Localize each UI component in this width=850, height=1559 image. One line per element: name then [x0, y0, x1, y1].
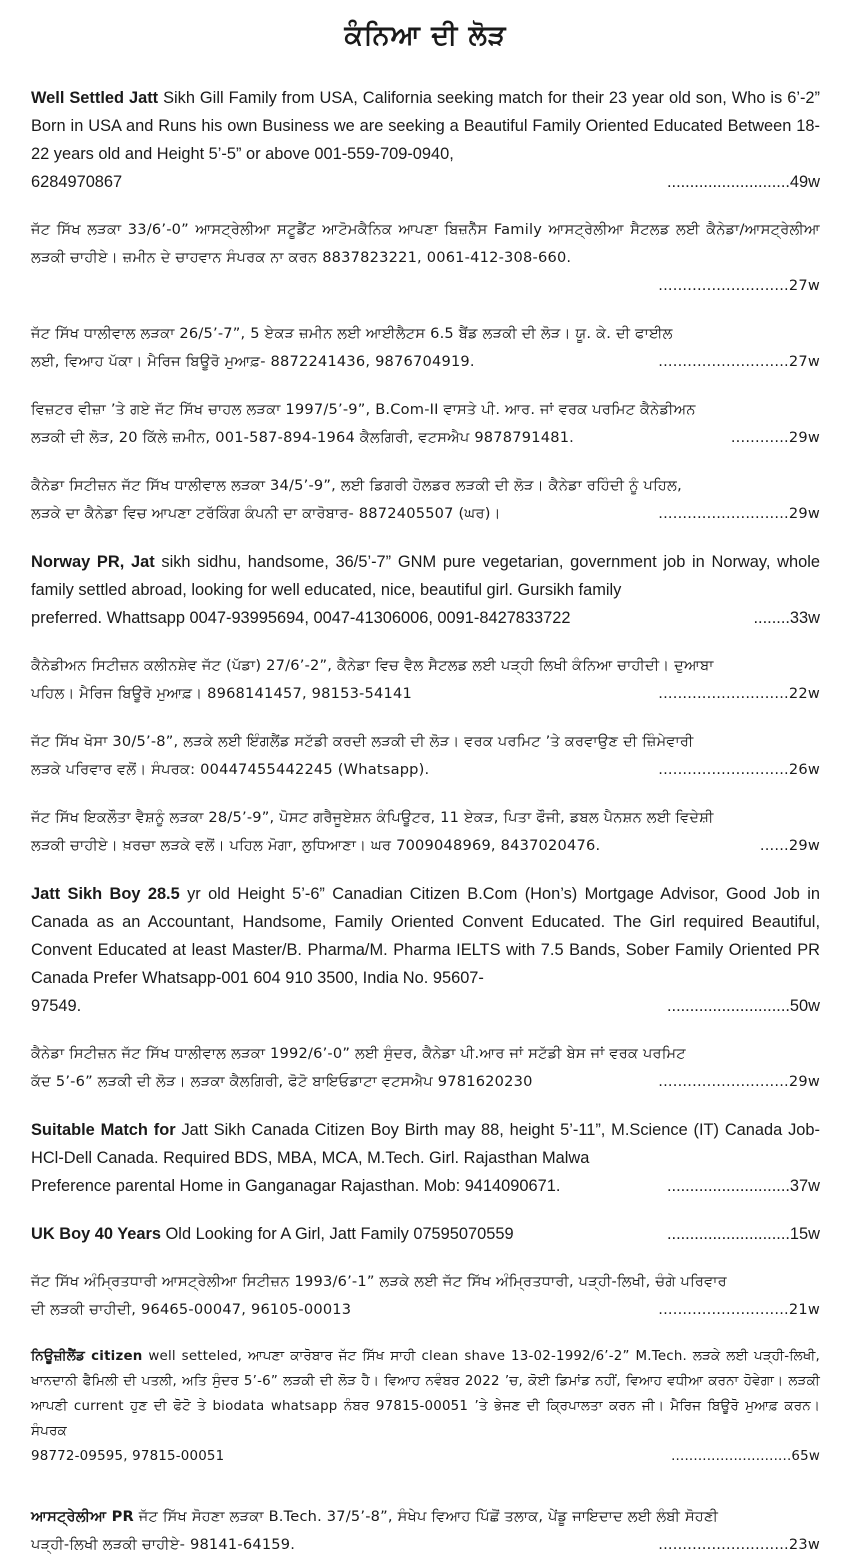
ad-text: yr old Height 5’-6” Canadian Citizen B.Com (Hon’s) Mortgage Advisor, Good Job in Canada as an Accountant, Handsome, Family Oriented Convent Educated. The Girl required Beautiful, Convent Educated at least Master/B. Pharma/M. Pharma IELTS with 7.5 Bands, Sober Family Oriented PR Canada Prefer Whatsapp-001 604 910 3500, India No. 95607- — [31, 885, 820, 987]
ad-entry — [31, 1220, 820, 1248]
ad-word-count: ...........................49w — [666, 173, 820, 191]
ad-entry — [31, 652, 820, 708]
ad-lead: ਨਿਊਜ਼ੀਲੈਂਡ citizen — [31, 1349, 143, 1364]
ad-lead: UK Boy 40 Years — [31, 1225, 161, 1243]
ad-entry — [31, 548, 820, 632]
ad-entry — [31, 320, 820, 376]
ad-lead: Well Settled Jatt — [31, 89, 159, 107]
ad-entry — [31, 804, 820, 860]
ad-last-line: Preference parental Home in Ganganagar Rajasthan. Mob: 9414090671. — [31, 1177, 561, 1195]
ad-lead: ਆਸਟ੍ਰੇਲੀਆ PR — [31, 1508, 134, 1525]
ad-last-line: Old Looking for A Girl, Jatt Family 07595070559 — [161, 1225, 514, 1243]
ad-text: ਜੱਟ ਸਿੱਖ ਧਾਲੀਵਾਲ ਲੜਕਾ 26/5’-7”, 5 ਏਕੜ ਜ਼ਮੀਨ ਲਈ ਆਈਲੈਟਸ 6.5 ਬੈਂਡ ਲੜਕੀ ਦੀ ਲੋੜ। ਯੂ. ਕੇ. ਦੀ ਫਾਈਲ — [31, 325, 673, 342]
ad-text: ਜੱਟ ਸਿੱਖ ਲੜਕਾ 33/6’-0” ਆਸਟ੍ਰੇਲੀਆ ਸਟੂਡੈਂਟ ਆਟੋਮਕੈਨਿਕ ਆਪਣਾ ਬਿਜ਼ਨੈੱਸ Family ਆਸਟ੍ਰੇਲੀਆ ਸੈਟਲਡ ਲਈ ਕੈਨੇਡਾ/ਆਸਟ੍ਰੇਲੀਆ ਲੜਕੀ ਚਾਹੀਏ। ਜ਼ਮੀਨ ਦੇ ਚਾਹਵਾਨ ਸੰਪਰਕ ਨਾ ਕਰਨ 8837823221, 0061-412-308-660. — [31, 221, 820, 266]
ad-text: ਜੱਟ ਸਿੱਖ ਅੰਮ੍ਰਿਤਧਾਰੀ ਆਸਟ੍ਰੇਲੀਆ ਸਿਟੀਜ਼ਨ 1993/6’-1” ਲੜਕੇ ਲਈ ਜੱਟ ਸਿੱਖ ਅੰਮ੍ਰਿਤਧਾਰੀ, ਪੜ੍ਹੀ-ਲਿਖੀ, ਚੰਗੇ ਪਰਿਵਾਰ — [31, 1273, 727, 1290]
ad-last-line: ਲੜਕੇ ਦਾ ਕੈਨੇਡਾ ਵਿਚ ਆਪਣਾ ਟਰੱਕਿੰਗ ਕੰਪਨੀ ਦਾ ਕਾਰੋਬਾਰ- 8872405507 (ਘਰ)। — [31, 505, 501, 522]
ad-word-count: ...........................21w — [658, 1301, 820, 1318]
page-title: ਕੰਨਿਆ ਦੀ ਲੋੜ — [344, 20, 507, 51]
ad-text: Jatt Sikh Canada Citizen Boy Birth may 88, height 5’-11”, M.Science (IT) Canada Job-HCl-Dell Canada. Required BDS, MBA, MCA, M.Tech. Girl. Rajasthan Malwa — [31, 1121, 820, 1167]
ad-last-line: 97549. — [31, 997, 82, 1015]
ad-word-count: ........33w — [753, 609, 820, 627]
ad-entry — [31, 1116, 820, 1200]
ad-text: well setteled, ਆਪਣਾ ਕਾਰੋਬਾਰ ਜੱਟ ਸਿੱਖ ਸਾਹੀ clean shave 13-02-1992/6’-2” M.Tech. ਲੜਕੇ ਲਈ ਪੜ੍ਹੀ-ਲਿਖੀ, ਖਾਨਦਾਨੀ ਫੈਮਿਲੀ ਦੀ ਪਤਲੀ, ਅਤਿ ਸੁੰਦਰ 5’-6” ਲੜਕੀ ਦੀ ਲੋੜ ਹੈ। ਵਿਆਹ ਨਵੰਬਰ 2022 ’ਚ, ਕੋਈ ਡਿਮਾਂਡ ਨਹੀਂ, ਵਿਆਹ ਵਧੀਆ ਕਰਨਾ ਹੋਵੇਗਾ। ਲੜਕੀ ਆਪਣੀ current ਹੁਣ ਦੀ ਫੋਟੋ ਤੇ biodata whatsapp ਨੰਬਰ 97815-00051 ’ਤੇ ਭੇਜਣ ਦੀ ਕ੍ਰਿਪਾਲਤਾ ਕਰਨ ਜੀ। ਮੈਰਿਜ ਬਿਊਰੋ ਮੁਆਫ਼ ਕਰਨ। ਸੰਪਰਕ — [31, 1349, 820, 1439]
ad-text: ਵਿਜ਼ਟਰ ਵੀਜ਼ਾ ’ਤੇ ਗਏ ਜੱਟ ਸਿੱਖ ਚਾਹਲ ਲੜਕਾ 1997/5’-9”, B.Com-II ਵਾਸਤੇ ਪੀ. ਆਰ. ਜਾਂ ਵਰਕ ਪਰਮਿਟ ਕੈਨੇਡੀਅਨ — [31, 401, 696, 418]
ad-last-line: 6284970867 — [31, 173, 123, 191]
ad-word-count: ...........................29w — [658, 505, 820, 522]
ad-entry — [31, 1344, 820, 1469]
ad-last-line: ਦੀ ਲੜਕੀ ਚਾਹੀਦੀ, 96465-00047, 96105-00013 — [31, 1301, 352, 1318]
ad-word-count: ...........................27w — [658, 277, 820, 294]
ad-word-count: ...........................26w — [658, 761, 820, 778]
ad-word-count: ...........................22w — [658, 685, 820, 702]
ad-last-line: ਲੜਕੀ ਦੀ ਲੋੜ, 20 ਕਿੱਲੇ ਜ਼ਮੀਨ, 001-587-894-1964 ਕੈਲਗਿਰੀ, ਵਟਸਐਪ 9878791481. — [31, 429, 575, 446]
ad-entry — [31, 880, 820, 1020]
ad-last-line: 98772-09595, 97815-00051 — [31, 1449, 225, 1464]
ad-word-count: ...........................65w — [671, 1449, 820, 1464]
ad-entry — [31, 1040, 820, 1096]
ad-entry — [31, 396, 820, 452]
ad-entry — [31, 216, 820, 300]
ad-lead: Jatt Sikh Boy 28.5 — [31, 885, 180, 903]
ad-text: ਜੱਟ ਸਿੱਖ ਖੋਸਾ 30/5’-8”, ਲੜਕੇ ਲਈ ਇੰਗਲੈਂਡ ਸਟੱਡੀ ਕਰਦੀ ਲੜਕੀ ਦੀ ਲੋੜ। ਵਰਕ ਪਰਮਿਟ ’ਤੇ ਕਰਵਾਉਣ ਦੀ ਜ਼ਿੰਮੇਵਾਰੀ — [31, 733, 694, 750]
ad-entry — [31, 1268, 820, 1324]
ad-text: ਕੈਨੇਡਾ ਸਿਟੀਜ਼ਨ ਜੱਟ ਸਿੱਖ ਧਾਲੀਵਾਲ ਲੜਕਾ 1992/6’-0” ਲਈ ਸੁੰਦਰ, ਕੈਨੇਡਾ ਪੀ.ਆਰ ਜਾਂ ਸਟੱਡੀ ਬੇਸ ਜਾਂ ਵਰਕ ਪਰਮਿਟ — [31, 1045, 686, 1062]
ad-entry — [31, 728, 820, 784]
ad-lead: Norway PR, Jat — [31, 553, 155, 571]
ad-word-count: ...........................27w — [658, 353, 820, 370]
ad-word-count: ...........................37w — [666, 1177, 820, 1195]
ad-text: ਕੈਨੇਡੀਅਨ ਸਿਟੀਜ਼ਨ ਕਲੀਨਸ਼ੇਵ ਜੱਟ (ਪੱਡਾ) 27/6’-2”, ਕੈਨੇਡਾ ਵਿਚ ਵੈਲ ਸੈਟਲਡ ਲਈ ਪੜ੍ਹੀ ਲਿਖੀ ਕੰਨਿਆ ਚਾਹੀਦੀ। ਦੁਆਬਾ — [31, 657, 714, 674]
ad-lead: Suitable Match for — [31, 1121, 176, 1139]
ad-word-count: ............29w — [730, 429, 820, 446]
ad-entry — [31, 472, 820, 528]
ad-entry — [31, 84, 820, 196]
ad-last-line: ਕੱਦ 5’-6” ਲੜਕੀ ਦੀ ਲੋੜ। ਲੜਕਾ ਕੈਲਗਿਰੀ, ਫੋਟੋ ਬਾਇਓਡਾਟਾ ਵਟਸਐਪ 9781620230 — [31, 1073, 533, 1090]
ad-last-line: ਲੜਕੀ ਚਾਹੀਏ। ਖ਼ਰਚਾ ਲੜਕੇ ਵਲੋਂ। ਪਹਿਲ ਮੋਗਾ, ਲੁਧਿਆਣਾ। ਘਰ 7009048969, 8437020476. — [31, 837, 601, 854]
ad-text: ਜੱਟ ਸਿੱਖ ਸੋਹਣਾ ਲੜਕਾ B.Tech. 37/5’-8”, ਸੰਖੇਪ ਵਿਆਹ ਪਿੱਛੋਂ ਤਲਾਕ, ਪੇਂਡੂ ਜਾਇਦਾਦ ਲਈ ਲੰਬੀ ਸੋਹਣੀ — [133, 1508, 719, 1525]
ad-last-line: preferred. Whattsapp 0047-93995694, 0047-41306006, 0091-8427833722 — [31, 609, 571, 627]
ad-last-line: ਲਈ, ਵਿਆਹ ਪੱਕਾ। ਮੈਰਿਜ ਬਿਊਰੋ ਮੁਆਫ਼- 8872241436, 9876704919. — [31, 353, 475, 370]
ad-text: sikh sidhu, handsome, 36/5’-7” GNM pure vegetarian, government job in Norway, whole family settled abroad, looking for well educated, nice, beautiful girl. Gursikh family — [31, 553, 820, 599]
ad-word-count: ......29w — [759, 837, 820, 854]
ad-word-count: ...........................29w — [658, 1073, 820, 1090]
ad-last-line: ਲੜਕੇ ਪਰਿਵਾਰ ਵਲੋਂ। ਸੰਪਰਕ: 00447455442245 (Whatsapp). — [31, 761, 430, 778]
ad-text: Sikh Gill Family from USA, California seeking match for their 23 year old son, Who is 6’-2” Born in USA and Runs his own Business we are seeking a Beautiful Family Oriented Educated Between 18-22 years old and Height 5’-5” or above 001-559-709-0940, — [31, 89, 820, 163]
ad-last-line: ਪਹਿਲ। ਮੈਰਿਜ ਬਿਊਰੋ ਮੁਆਫ਼। 8968141457, 98153-54141 — [31, 685, 412, 702]
ad-word-count: ...........................15w — [666, 1225, 820, 1243]
ad-text: ਕੈਨੇਡਾ ਸਿਟੀਜ਼ਨ ਜੱਟ ਸਿੱਖ ਧਾਲੀਵਾਲ ਲੜਕਾ 34/5’-9”, ਲਈ ਡਿਗਰੀ ਹੋਲਡਰ ਲੜਕੀ ਦੀ ਲੋੜ। ਕੈਨੇਡਾ ਰਹਿੰਦੀ ਨੂੰ ਪਹਿਲ, — [31, 477, 682, 494]
ad-word-count: ...........................50w — [666, 997, 820, 1015]
ad-text: ਜੱਟ ਸਿੱਖ ਇਕਲੌਤਾ ਵੈਸ਼ਨੂੰ ਲੜਕਾ 28/5’-9”, ਪੋਸਟ ਗਰੈਜੂਏਸ਼ਨ ਕੰਪਿਊਟਰ, 11 ਏਕੜ, ਪਿਤਾ ਫੌਜੀ, ਡਬਲ ਪੈਨਸ਼ਨ ਲਈ ਵਿਦੇਸ਼ੀ — [31, 809, 714, 826]
ad-entry — [31, 1503, 820, 1559]
ad-last-line: ਪੜ੍ਹੀ-ਲਿਖੀ ਲੜਕੀ ਚਾਹੀਏ- 98141-64159. — [31, 1536, 296, 1553]
ad-word-count: ...........................23w — [658, 1536, 820, 1553]
